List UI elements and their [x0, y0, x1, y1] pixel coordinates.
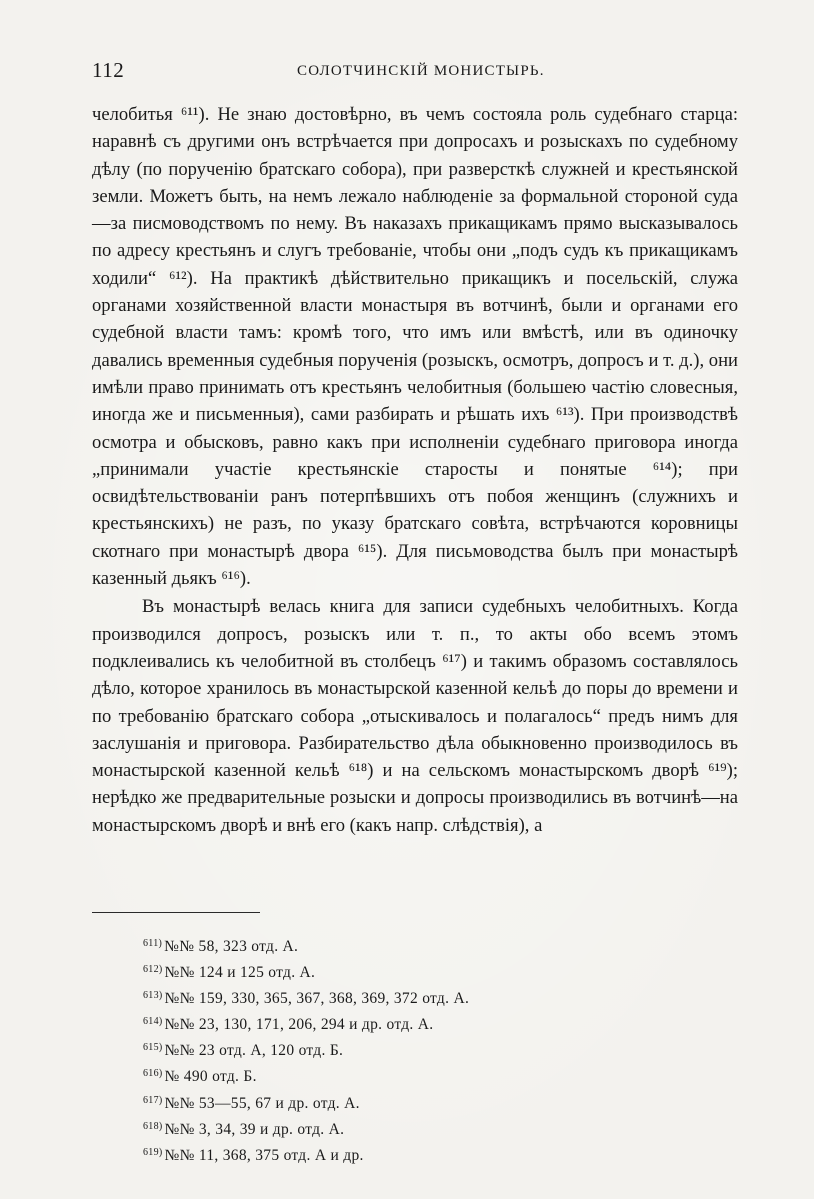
- footnotes-list: [143, 932, 663, 1167]
- footnote-text: №№ 11, 368, 375 отд. А и др.: [164, 1146, 364, 1164]
- main-text: [92, 101, 738, 839]
- running-title: СОЛОТЧИНСКІЙ МОНИСТЫРЬ.: [297, 63, 545, 79]
- footnote-text: №№ 53—55, 67 и др. отд. А.: [164, 1094, 360, 1112]
- footnote-mark: 611): [143, 938, 163, 949]
- footnote-text: №№ 23, 130, 171, 206, 294 и др. отд. А.: [164, 1016, 434, 1034]
- footnote: [143, 958, 663, 984]
- footnote: [143, 1089, 663, 1115]
- page-header: [92, 58, 738, 88]
- footnote-text: №№ 3, 34, 39 и др. отд. А.: [164, 1120, 345, 1138]
- footnote: [143, 1062, 663, 1088]
- footnote-divider: [92, 912, 260, 913]
- paragraph: челобитья ⁶¹¹). Не знаю достовѣрно, въ чемъ состояла роль судебнаго старца: наравнѣ съ другими онъ встрѣчается при допросахъ и розыскахъ по судебному дѣлу (по порученію братскаго собора), при разверсткѣ служней и крестьянской земли. Можетъ быть, на немъ лежало наблюденіе за формальной стороной суда—за писмоводствомъ по нему. Въ наказахъ прикащикамъ прямо высказывалось по адресу крестьянъ и слугъ требованіе, чтобы они „подъ судъ къ прикащикамъ ходили“ ⁶¹²). На практикѣ дѣйствительно прикащикъ и посельскій, служа органами хозяйственной власти монастыря въ вотчинѣ, были и органами его судебной власти тамъ: кромѣ того, что имъ или вмѣстѣ, или въ одиночку давались временныя судебныя порученія (розыскъ, осмотръ, допросъ и т. д.), они имѣли право принимать отъ крестьянъ челобитныя (большею частію словесныя, иногда же и письменныя), сами разбирать и рѣшать ихъ ⁶¹³). При производствѣ осмотра и обысковъ, равно какъ при исполненіи судебнаго приговора иногда „принимали участіе крестьянскіе старосты и понятые ⁶¹⁴); при освидѣтельствованіи ранъ потерпѣвшихъ отъ побоя женщинъ (служнихъ и крестьянскихъ) не разъ, по указу братскаго совѣта, встрѣчаются коровницы скотнаго при монастырѣ двора ⁶¹⁵). Для письмоводства былъ при монастырѣ казенный дьякъ ⁶¹⁶).: [92, 104, 738, 590]
- footnote-mark: 615): [143, 1042, 163, 1054]
- footnote-mark: 617): [143, 1094, 163, 1106]
- footnote-text: №№ 124 и 125 отд. А.: [164, 964, 316, 982]
- footnote-mark: 616): [143, 1068, 163, 1080]
- footnote-mark: 618): [143, 1120, 163, 1132]
- paragraph: Въ монастырѣ велась книга для записи судебныхъ челобитныхъ. Когда производился допросъ, розыскъ или т. п., то акты обо всемъ этомъ подклеивались къ челобитной въ столбецъ ⁶¹⁷) и такимъ образомъ составлялось дѣло, которое хранилось въ монастырской казенной кельѣ до поры до времени и по требованію братскаго собора „отыскивалось и полагалось“ предъ нимъ для заслушанія и приговора. Разбирательство дѣла обыкновенно производилось въ монастырской казенной кельѣ ⁶¹⁸) и на сельскомъ монастырскомъ дворѣ ⁶¹⁹); нерѣдко же предварительные розыски и допросы производились въ вотчинѣ—на монастырскомъ дворѣ и внѣ его (какъ напр. слѣдствія), а: [92, 596, 738, 836]
- footnote-mark: 613): [143, 990, 163, 1002]
- footnote-text: № 490 отд. Б.: [164, 1068, 257, 1086]
- footnote-mark: 619): [143, 1146, 163, 1158]
- footnote: [143, 1141, 663, 1167]
- footnote: [143, 1036, 663, 1062]
- footnote-mark: 612): [143, 964, 163, 976]
- page-number: 112: [92, 58, 125, 82]
- footnote-text: №№ 23 отд. А, 120 отд. Б.: [164, 1042, 344, 1060]
- footnote: [143, 1115, 663, 1141]
- footnote-text: №№ 58, 323 отд. А.: [164, 938, 299, 955]
- footnote-mark: 614): [143, 1016, 163, 1028]
- footnote-text: №№ 159, 330, 365, 367, 368, 369, 372 отд. А.: [164, 990, 470, 1008]
- footnote: [143, 984, 663, 1010]
- footnote: [143, 1010, 663, 1036]
- footnote: [143, 932, 663, 958]
